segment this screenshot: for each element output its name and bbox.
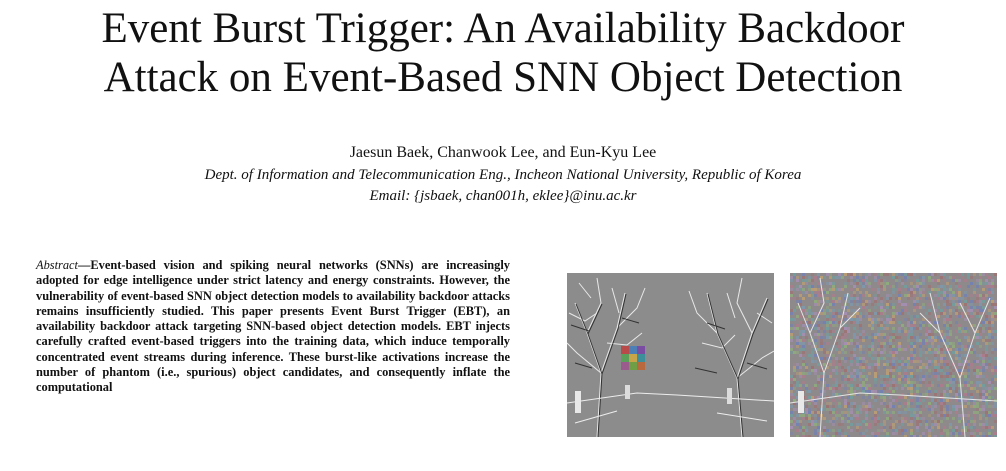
email-line: Email: {jsbaek, chan001h, eklee}@inu.ac.kr — [369, 188, 637, 204]
affiliation: Dept. of Information and Telecommunication Eng., Incheon National University, Republic of Korea — [204, 167, 802, 183]
figure-event-frame-noise — [790, 273, 997, 437]
abstract — [36, 258, 510, 396]
paper-title — [0, 4, 1006, 102]
abstract-dash: — — [78, 258, 91, 272]
trigger-patch — [621, 346, 645, 370]
event-frame-image — [567, 273, 774, 437]
title-line-1: Event Burst Trigger: An Availability Backdoor — [101, 5, 905, 52]
author-list: Jaesun Baek, Chanwook Lee, and Eun-Kyu Lee — [349, 144, 657, 161]
title-line-2: Attack on Event-Based SNN Object Detection — [103, 54, 903, 101]
abstract-label: Abstract — [36, 258, 78, 272]
abstract-body: Event-based vision and spiking neural networks (SNNs) are increasingly adopted for edge intelligence under strict latency and energy constraints. However, the vulnerability of event-based SNN object detection models to availability backdoor attacks remains insufficiently studied. This paper presents Event Burst Trigger (EBT), an availability backdoor attack targeting SNN-based object detection models. EBT injects carefully crafted event-based triggers into the training data, which induce temporally concentrated event streams during inference. These burst-like activations increase the number of phantom (i.e., spurious) object candidates, and consequently inflate the computational — [36, 258, 510, 395]
event-frame-noise-image — [790, 273, 997, 437]
figure-event-frame-patch — [567, 273, 774, 437]
